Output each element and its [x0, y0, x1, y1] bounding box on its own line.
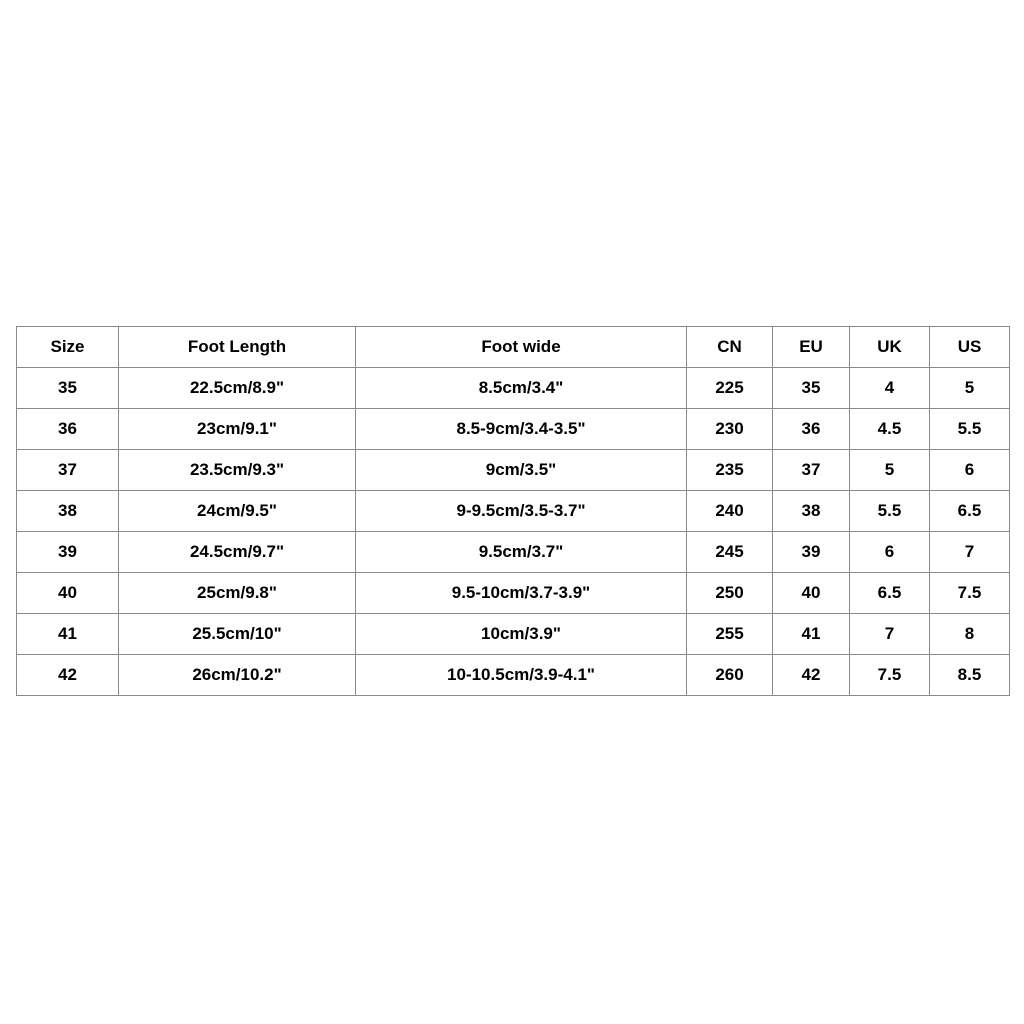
cell-foot-wide: 9.5-10cm/3.7-3.9"	[356, 573, 687, 614]
table-row	[17, 491, 1010, 532]
cell-foot-length: 24cm/9.5"	[119, 491, 356, 532]
cell-uk: 6.5	[850, 573, 930, 614]
header-size: Size	[17, 327, 119, 368]
cell-foot-wide: 9cm/3.5"	[356, 450, 687, 491]
table-header-row	[17, 327, 1010, 368]
cell-foot-length: 25cm/9.8"	[119, 573, 356, 614]
size-chart-table	[16, 326, 1010, 696]
cell-size: 37	[17, 450, 119, 491]
header-eu: EU	[773, 327, 850, 368]
cell-uk: 6	[850, 532, 930, 573]
table-row	[17, 368, 1010, 409]
cell-cn: 260	[687, 655, 773, 696]
table-row	[17, 450, 1010, 491]
cell-size: 36	[17, 409, 119, 450]
cell-foot-wide: 10cm/3.9"	[356, 614, 687, 655]
cell-eu: 39	[773, 532, 850, 573]
cell-foot-wide: 8.5cm/3.4"	[356, 368, 687, 409]
cell-uk: 7.5	[850, 655, 930, 696]
cell-size: 35	[17, 368, 119, 409]
cell-cn: 240	[687, 491, 773, 532]
cell-foot-length: 25.5cm/10"	[119, 614, 356, 655]
cell-us: 6.5	[930, 491, 1010, 532]
cell-us: 7.5	[930, 573, 1010, 614]
cell-uk: 7	[850, 614, 930, 655]
cell-size: 42	[17, 655, 119, 696]
cell-eu: 40	[773, 573, 850, 614]
cell-uk: 4	[850, 368, 930, 409]
cell-eu: 37	[773, 450, 850, 491]
cell-eu: 41	[773, 614, 850, 655]
cell-us: 5	[930, 368, 1010, 409]
cell-uk: 5	[850, 450, 930, 491]
cell-us: 6	[930, 450, 1010, 491]
table-row	[17, 573, 1010, 614]
cell-foot-length: 22.5cm/8.9"	[119, 368, 356, 409]
cell-eu: 36	[773, 409, 850, 450]
header-us: US	[930, 327, 1010, 368]
cell-cn: 255	[687, 614, 773, 655]
cell-foot-length: 23.5cm/9.3"	[119, 450, 356, 491]
table-row	[17, 409, 1010, 450]
cell-us: 5.5	[930, 409, 1010, 450]
cell-size: 39	[17, 532, 119, 573]
header-foot-wide: Foot wide	[356, 327, 687, 368]
header-cn: CN	[687, 327, 773, 368]
cell-uk: 5.5	[850, 491, 930, 532]
cell-cn: 225	[687, 368, 773, 409]
cell-foot-length: 24.5cm/9.7"	[119, 532, 356, 573]
cell-foot-wide: 9.5cm/3.7"	[356, 532, 687, 573]
cell-foot-length: 26cm/10.2"	[119, 655, 356, 696]
cell-uk: 4.5	[850, 409, 930, 450]
cell-foot-length: 23cm/9.1"	[119, 409, 356, 450]
table-row	[17, 614, 1010, 655]
cell-eu: 35	[773, 368, 850, 409]
cell-foot-wide: 9-9.5cm/3.5-3.7"	[356, 491, 687, 532]
table-row	[17, 655, 1010, 696]
table-row	[17, 532, 1010, 573]
cell-cn: 250	[687, 573, 773, 614]
header-uk: UK	[850, 327, 930, 368]
cell-us: 8	[930, 614, 1010, 655]
cell-us: 7	[930, 532, 1010, 573]
cell-cn: 245	[687, 532, 773, 573]
cell-eu: 38	[773, 491, 850, 532]
cell-cn: 230	[687, 409, 773, 450]
header-foot-length: Foot Length	[119, 327, 356, 368]
cell-foot-wide: 10-10.5cm/3.9-4.1"	[356, 655, 687, 696]
cell-size: 41	[17, 614, 119, 655]
cell-cn: 235	[687, 450, 773, 491]
cell-size: 40	[17, 573, 119, 614]
cell-us: 8.5	[930, 655, 1010, 696]
cell-foot-wide: 8.5-9cm/3.4-3.5"	[356, 409, 687, 450]
cell-eu: 42	[773, 655, 850, 696]
cell-size: 38	[17, 491, 119, 532]
